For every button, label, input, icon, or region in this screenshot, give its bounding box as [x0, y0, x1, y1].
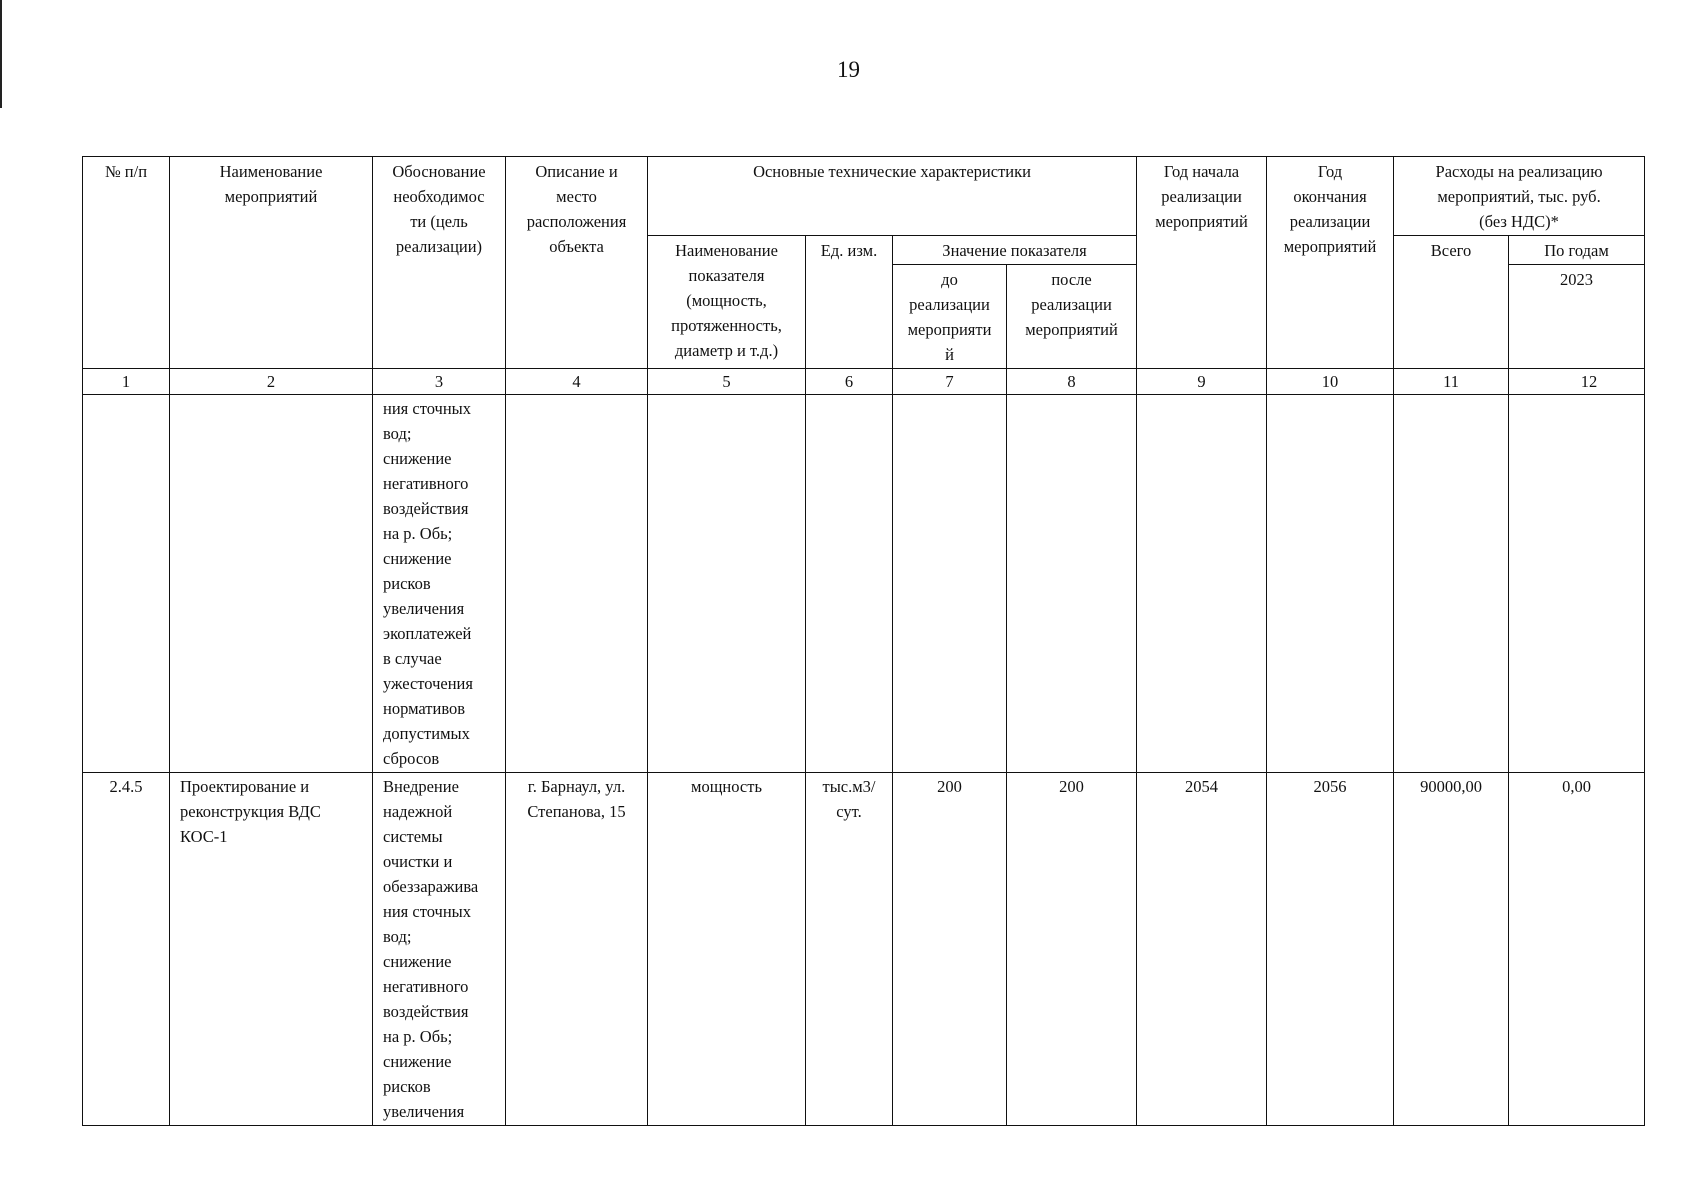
column-number-row	[83, 369, 1645, 395]
column-number: 2	[170, 369, 373, 395]
header-description: Описание и место расположения объекта	[506, 157, 648, 369]
table-row	[83, 773, 1645, 1126]
cell-description	[506, 395, 648, 773]
column-number: 1	[83, 369, 170, 395]
header-start-year: Год начала реализации мероприятий	[1137, 157, 1267, 369]
column-number: 10	[1267, 369, 1394, 395]
header-after: после реализации мероприятий	[1007, 265, 1137, 369]
table-row	[83, 395, 1645, 773]
header-total: Всего	[1394, 236, 1509, 369]
column-number: 9	[1137, 369, 1267, 395]
cell-name	[170, 395, 373, 773]
cell-unit: тыс.м3/ сут.	[806, 773, 893, 1126]
header-indicator-value: Значение показателя	[893, 236, 1137, 265]
column-number: 3	[373, 369, 506, 395]
header-by-year: По годам	[1509, 236, 1645, 265]
header-no: № п/п	[83, 157, 170, 369]
header-name: Наименование мероприятий	[170, 157, 373, 369]
cell-start-year: 2054	[1137, 773, 1267, 1126]
header-indicator-name: Наименование показателя (мощность, протяженность, диаметр и т.д.)	[648, 236, 806, 369]
cell-unit	[806, 395, 893, 773]
measures-table	[82, 156, 1645, 1126]
cell-indicator-name: мощность	[648, 773, 806, 1126]
column-number: 6	[806, 369, 893, 395]
page-number: 19	[837, 57, 860, 82]
cell-total	[1394, 395, 1509, 773]
cell-end-year: 2056	[1267, 773, 1394, 1126]
column-number: 7	[893, 369, 1007, 395]
cell-total: 90000,00	[1394, 773, 1509, 1126]
cell-end-year	[1267, 395, 1394, 773]
cell-after	[1007, 395, 1137, 773]
cell-before: 200	[893, 773, 1007, 1126]
header-justification: Обоснование необходимос ти (цель реализации)	[373, 157, 506, 369]
header-before: до реализации мероприяти й	[893, 265, 1007, 369]
column-number: 4	[506, 369, 648, 395]
cell-start-year	[1137, 395, 1267, 773]
header-year: 2023	[1509, 265, 1645, 369]
header-unit: Ед. изм.	[806, 236, 893, 369]
cell-year-value: 0,00	[1509, 773, 1645, 1126]
cell-no	[83, 395, 170, 773]
cell-before	[893, 395, 1007, 773]
header-end-year: Год окончания реализации мероприятий	[1267, 157, 1394, 369]
cell-justification: Внедрение надежной системы очистки и обеззаражива ния сточных вод; снижение негативного воздействия на р. Обь; снижение рисков увеличения	[373, 773, 506, 1126]
cell-after: 200	[1007, 773, 1137, 1126]
scan-edge-mark	[0, 0, 2, 108]
column-number: 5	[648, 369, 806, 395]
column-number: 11	[1394, 369, 1509, 395]
cell-description: г. Барнаул, ул. Степанова, 15	[506, 773, 648, 1126]
cell-year-value	[1509, 395, 1645, 773]
column-number: 12	[1509, 369, 1645, 395]
header-tech: Основные технические характеристики	[648, 157, 1137, 236]
cell-no: 2.4.5	[83, 773, 170, 1126]
cell-indicator-name	[648, 395, 806, 773]
header-expenses: Расходы на реализацию мероприятий, тыс. руб. (без НДС)*	[1394, 157, 1645, 236]
header-row-1	[83, 157, 1645, 236]
cell-name: Проектирование и реконструкция ВДС КОС-1	[170, 773, 373, 1126]
column-number: 8	[1007, 369, 1137, 395]
cell-justification: ния сточных вод; снижение негативного воздействия на р. Обь; снижение рисков увеличения экоплатежей в случае ужесточения нормативов допустимых сбросов	[373, 395, 506, 773]
